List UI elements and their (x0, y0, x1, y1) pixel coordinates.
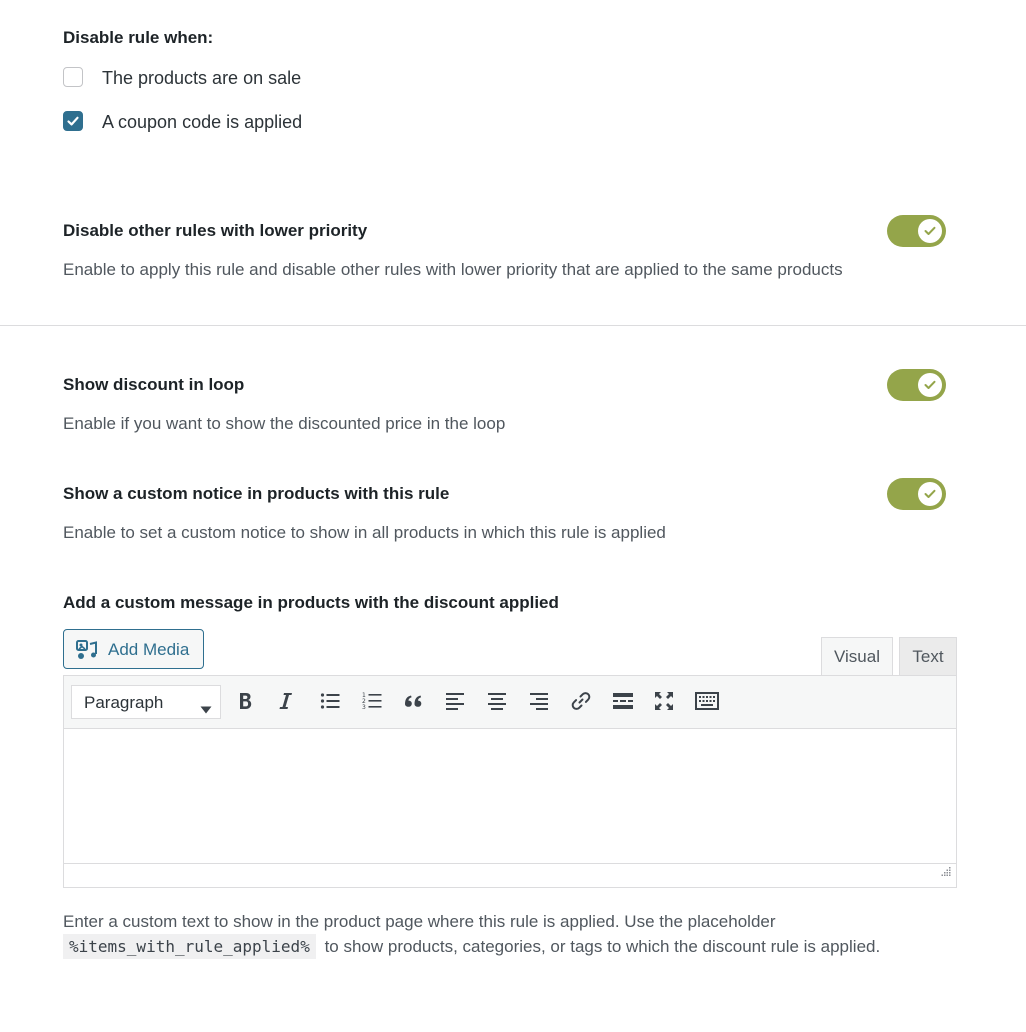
read-more-icon (609, 690, 637, 712)
bullet-list-icon (316, 690, 344, 712)
fullscreen-button[interactable] (650, 688, 678, 716)
toggle-knob (918, 219, 942, 243)
add-media-label: Add Media (108, 640, 190, 659)
lower-priority-toggle[interactable] (887, 215, 946, 247)
custom-notice-description: Enable to set a custom notice to show in all products in which this rule is applied (63, 523, 666, 542)
custom-message-help-text (63, 909, 963, 959)
add-media-button[interactable] (63, 629, 204, 669)
coupon-label[interactable]: A coupon code is applied (102, 112, 303, 132)
italic-icon (272, 690, 300, 712)
media-icon (76, 639, 98, 666)
link-button[interactable] (567, 688, 595, 716)
tab-visual[interactable]: Visual (821, 637, 893, 676)
discount-loop-description: Enable if you want to show the discounted price in the loop (63, 414, 506, 433)
custom-notice-toggle[interactable] (887, 478, 946, 510)
help-text-after: to show products, categories, or tags to which the discount rule is applied. (324, 937, 881, 956)
align-center-icon (483, 690, 511, 712)
section-divider (0, 325, 1026, 326)
on-sale-label[interactable]: The products are on sale (102, 68, 302, 88)
help-text-line-1: Enter a custom text to show in the product page where this rule is applied. Use the placeholder (63, 912, 776, 931)
svg-text:1: 1 (362, 692, 366, 699)
fullscreen-icon (650, 690, 678, 712)
lower-priority-heading: Disable other rules with lower priority (63, 221, 368, 240)
toggle-knob (918, 373, 942, 397)
help-text-line-2 (63, 934, 963, 959)
italic-button[interactable] (272, 688, 300, 716)
read-more-button[interactable] (609, 688, 637, 716)
tab-text[interactable]: Text (899, 637, 957, 676)
format-select-value: Paragraph (84, 693, 164, 712)
discount-loop-toggle[interactable] (887, 369, 946, 401)
placeholder-code: %items_with_rule_applied% (63, 934, 316, 959)
align-right-button[interactable] (525, 688, 553, 716)
bullet-list-button[interactable] (316, 688, 344, 716)
align-center-button[interactable] (483, 688, 511, 716)
svg-text:2: 2 (362, 698, 366, 705)
toolbar-toggle-icon (693, 690, 721, 712)
editor-content-area[interactable] (63, 729, 957, 864)
lower-priority-description: Enable to apply this rule and disable other rules with lower priority that are applied to the same products (63, 260, 843, 279)
blockquote-icon (400, 690, 428, 712)
svg-text:3: 3 (362, 704, 366, 711)
coupon-checkbox[interactable] (63, 111, 83, 131)
link-icon (567, 690, 595, 712)
editor-toolbar (63, 675, 957, 729)
bold-button[interactable] (231, 688, 259, 716)
align-right-icon (525, 690, 553, 712)
discount-loop-heading: Show discount in loop (63, 375, 245, 394)
on-sale-checkbox[interactable] (63, 67, 83, 87)
editor-status-bar (63, 863, 957, 888)
disable-rule-heading: Disable rule when: (63, 28, 214, 47)
blockquote-button[interactable] (400, 688, 428, 716)
caret-down-icon (200, 699, 212, 719)
numbered-list-button[interactable] (358, 688, 386, 716)
numbered-list-icon (358, 690, 386, 712)
toolbar-toggle-button[interactable] (693, 688, 721, 716)
custom-notice-heading: Show a custom notice in products with this rule (63, 484, 450, 503)
resize-handle-icon[interactable] (940, 865, 952, 883)
custom-message-heading: Add a custom message in products with the discount applied (63, 593, 559, 612)
format-select[interactable] (71, 685, 221, 719)
toggle-knob (918, 482, 942, 506)
bold-icon (231, 690, 259, 712)
align-left-button[interactable] (441, 688, 469, 716)
checkmark-icon (64, 112, 82, 130)
align-left-icon (441, 690, 469, 712)
